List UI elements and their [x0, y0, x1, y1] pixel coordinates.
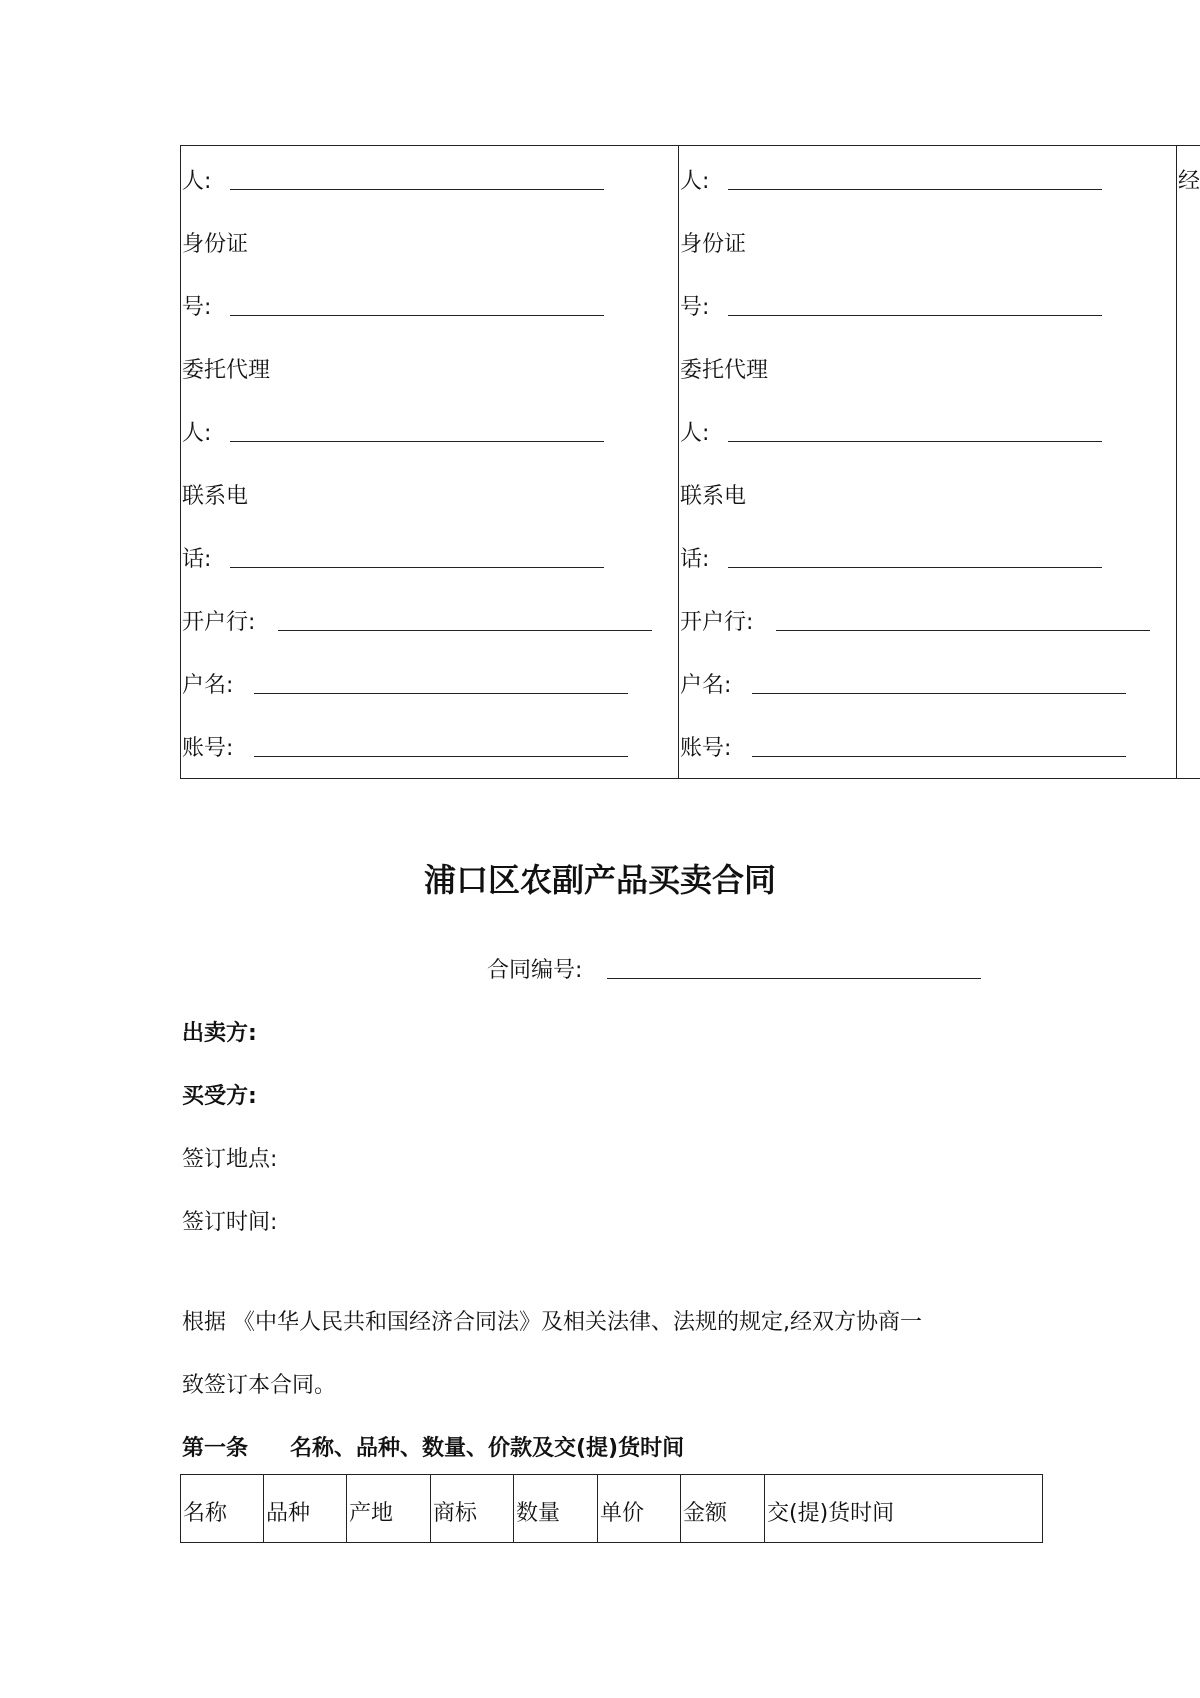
article-1-title: 名称、品种、数量、价款及交(提)货时间 — [290, 1436, 685, 1461]
left-account-no-label: 账号: — [182, 736, 234, 761]
right-bank-label: 开户行: — [680, 610, 754, 635]
goods-header-unit-price: 单价 — [600, 1501, 645, 1526]
right-account-name-field[interactable] — [752, 693, 1126, 694]
left-phone-label: 联系电 — [182, 484, 249, 509]
party-table-top-border — [180, 145, 1200, 146]
left-agent-field[interactable] — [230, 441, 604, 442]
time-label: 签订时间: — [182, 1210, 278, 1235]
goods-col-divider — [680, 1474, 681, 1543]
left-account-no-field[interactable] — [254, 756, 628, 757]
third-col-partial-text: 经 — [1178, 169, 1200, 194]
right-account-name-label: 户名: — [680, 673, 732, 698]
contract-number-field[interactable] — [607, 978, 981, 979]
goods-header-quantity: 数量 — [516, 1501, 561, 1526]
right-phone-label: 联系电 — [680, 484, 747, 509]
left-phone-field[interactable] — [230, 567, 604, 568]
buyer-label: 买受方: — [182, 1084, 257, 1109]
left-person-field[interactable] — [230, 189, 604, 190]
left-person-label: 人: — [182, 169, 212, 194]
goods-col-divider — [764, 1474, 765, 1543]
left-id-label: 身份证 — [182, 232, 249, 257]
preamble-line-2: 致签订本合同。 — [182, 1373, 337, 1398]
party-table-bottom-border — [180, 778, 1200, 779]
left-account-name-label: 户名: — [182, 673, 234, 698]
preamble-line-1: 根据 《中华人民共和国经济合同法》及相关法律、法规的规定,经双方协商一 — [182, 1310, 922, 1335]
right-bank-field[interactable] — [776, 630, 1150, 631]
right-person-field[interactable] — [728, 189, 1102, 190]
goods-header-brand: 商标 — [433, 1501, 478, 1526]
contract-number-label: 合同编号: — [487, 958, 583, 983]
right-id-label-2: 号: — [680, 295, 710, 320]
left-agent-label: 委托代理 — [182, 358, 271, 383]
left-phone-label-2: 话: — [182, 547, 212, 572]
goods-header-origin: 产地 — [349, 1501, 394, 1526]
page-title: 浦口区农副产品买卖合同 — [423, 861, 776, 899]
goods-col-divider — [263, 1474, 264, 1543]
left-id-field[interactable] — [230, 315, 604, 316]
left-agent-label-2: 人: — [182, 421, 212, 446]
right-account-no-label: 账号: — [680, 736, 732, 761]
left-bank-label: 开户行: — [182, 610, 256, 635]
party-table-mid-border — [678, 145, 679, 779]
right-id-label: 身份证 — [680, 232, 747, 257]
party-table-left-border — [180, 145, 181, 779]
right-phone-label-2: 话: — [680, 547, 710, 572]
goods-col-divider — [430, 1474, 431, 1543]
place-label: 签订地点: — [182, 1147, 278, 1172]
left-id-label-2: 号: — [182, 295, 212, 320]
seller-label: 出卖方: — [182, 1021, 257, 1046]
goods-col-divider — [513, 1474, 514, 1543]
left-bank-field[interactable] — [278, 630, 652, 631]
right-phone-field[interactable] — [728, 567, 1102, 568]
goods-header-amount: 金额 — [683, 1501, 728, 1526]
left-account-name-field[interactable] — [254, 693, 628, 694]
goods-col-divider — [346, 1474, 347, 1543]
right-agent-label: 委托代理 — [680, 358, 769, 383]
party-third-column — [1178, 146, 1200, 206]
goods-header-name: 名称 — [183, 1501, 228, 1526]
right-person-label: 人: — [680, 169, 710, 194]
article-1-number: 第一条 — [182, 1436, 249, 1461]
right-account-no-field[interactable] — [752, 756, 1126, 757]
goods-header-variety: 品种 — [266, 1501, 311, 1526]
goods-header-delivery-time: 交(提)货时间 — [767, 1501, 895, 1526]
right-id-field[interactable] — [728, 315, 1102, 316]
party-table-right-border — [1176, 145, 1177, 779]
goods-col-divider — [597, 1474, 598, 1543]
right-agent-field[interactable] — [728, 441, 1102, 442]
right-agent-label-2: 人: — [680, 421, 710, 446]
